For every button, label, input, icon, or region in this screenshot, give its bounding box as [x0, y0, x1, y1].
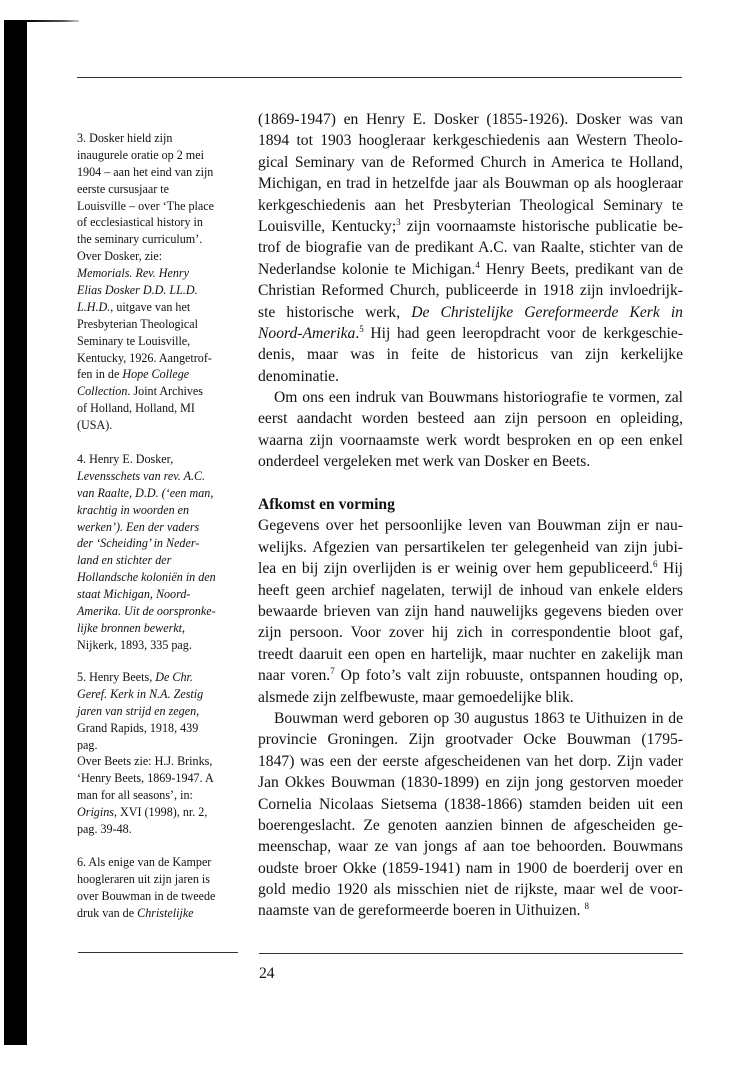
- page-number: 24: [259, 965, 275, 982]
- text-run: Hij: [657, 560, 683, 578]
- text-line: [258, 665, 683, 686]
- text-run: (USA).: [77, 418, 113, 433]
- text-run: pag. 39-48.: [77, 822, 132, 837]
- text-run: Henry Beets, predikant van de: [479, 260, 683, 278]
- italic-run: Levensschets van rev. A.C.: [77, 468, 206, 483]
- text-run: Nijkerk, 1893, 335 pag.: [77, 637, 192, 652]
- text-run: gical Seminary van de Reformed Church in America te Holland,: [258, 153, 683, 171]
- note-line: [77, 333, 247, 350]
- text-run: heeft geen archief nagelaten, terwijl de inhoud van enkele elders: [258, 581, 683, 599]
- note-line: [77, 569, 247, 586]
- text-run: fen in de: [77, 367, 123, 382]
- notes-footer-rule: [78, 952, 238, 953]
- italic-run: Geref. Kerk in N.A. Zestig: [77, 686, 204, 701]
- section-paragraphs: [258, 515, 683, 921]
- text-run: Grand Rapids, 1918, 439: [77, 720, 199, 735]
- text-line: [258, 687, 683, 708]
- text-line: [258, 794, 683, 815]
- text-run: kerkgeschiedenis aan het Presbyterian Theological Seminary te: [258, 196, 683, 214]
- paragraph: [258, 109, 683, 387]
- note-line: [77, 787, 247, 804]
- text-run: 1847) was een der eerste afgescheidenen van het dorp. Zijn vader: [258, 752, 683, 770]
- note-line: [77, 417, 247, 434]
- text-run: ‘Henry Beets, 1869-1947. A: [77, 771, 214, 786]
- note-line: [77, 854, 247, 871]
- text-line: [258, 109, 683, 130]
- text-run: naamste van de gereformeerde boeren in Uithuizen.: [258, 902, 585, 920]
- scan-edge-bar: [4, 20, 27, 1045]
- italic-run: land en stichter der: [77, 553, 172, 568]
- text-line: [258, 515, 683, 536]
- text-run: waarna zijn voornaamste werk wordt besproken en op een enkel: [258, 431, 683, 449]
- text-line: [258, 558, 683, 579]
- text-run: eerst aandacht worden besteed aan zijn persoon en opleiding,: [258, 410, 683, 428]
- text-line: [258, 772, 683, 793]
- text-line: [258, 622, 683, 643]
- text-run: eerste cursusjaar te: [77, 181, 169, 196]
- footnote-reference: 8: [584, 901, 589, 912]
- text-run: Bouwman werd geboren op 30 augustus 1863 te Uithuizen in de: [274, 709, 683, 727]
- note-line: [77, 164, 247, 181]
- footnote-reference: 4: [475, 259, 480, 270]
- text-line: [258, 858, 683, 879]
- note-line: [77, 888, 247, 905]
- note-line: [77, 147, 247, 164]
- text-line: [258, 195, 683, 216]
- text-run: over Bouwman in de tweede: [77, 888, 216, 903]
- italic-run: jaren van strijd en zegen,: [77, 703, 200, 718]
- text-line: [258, 173, 683, 194]
- text-run: Christian Reformed Church, publiceerde in 1918 zijn invloedrijk-: [258, 282, 683, 300]
- note-line: [77, 905, 247, 922]
- text-run: inaugurele oratie op 2 mei: [77, 147, 204, 162]
- text-run: zijn persoon. Voor zover hij zich in correspondentie bloot gaf,: [258, 624, 683, 642]
- text-line: [258, 729, 683, 750]
- text-run: (1869-1947) en Henry E. Dosker (1855-1926). Dosker was van: [258, 111, 683, 128]
- text-line: [258, 408, 683, 429]
- text-line: [258, 751, 683, 772]
- text-run: pag.: [77, 737, 98, 752]
- text-run: Seminary te Louisville,: [77, 333, 191, 348]
- text-run: 1904 – aan het eind van zijn: [77, 164, 214, 179]
- italic-run: Amerika. Uit de oorspronke-: [77, 604, 216, 619]
- text-line: [258, 644, 683, 665]
- note-line: [77, 703, 247, 720]
- text-run: Louisville, Kentucky;: [258, 217, 397, 235]
- italic-run: De Christelijke Gereformeerde Kerk in: [411, 303, 683, 321]
- note-line: [77, 637, 247, 654]
- text-line: [258, 344, 683, 365]
- text-line: [258, 366, 683, 387]
- text-run: man for all seasons’, in:: [77, 788, 193, 803]
- footnote-4: [77, 451, 247, 654]
- note-line: [77, 181, 247, 198]
- text-run: provincie Groningen. Zijn grootvader Ocke Bouwman (1795-: [258, 731, 683, 749]
- note-line: [77, 502, 247, 519]
- italic-run: van Raalte, D.D. (‘een man,: [77, 485, 214, 500]
- text-line: [258, 430, 683, 451]
- footnote-reference: 3: [396, 217, 401, 228]
- paragraph: [258, 708, 683, 922]
- note-line: [77, 753, 247, 770]
- note-line: [77, 720, 247, 737]
- text-run: 5. Henry Beets,: [77, 670, 156, 684]
- text-line: [258, 708, 683, 729]
- text-line: [258, 259, 683, 280]
- footnote-5: [77, 669, 247, 838]
- note-line: [77, 316, 247, 333]
- italic-run: Memorials. Rev. Henry: [77, 266, 189, 281]
- text-run: alsmede zijn zelfbewuste, maar gemoedelijke blik.: [258, 688, 574, 706]
- text-run: trof de biografie van de predikant A.C. van Raalte, stichter van de: [258, 239, 683, 257]
- paragraph: [258, 387, 683, 473]
- note-line: [77, 770, 247, 787]
- note-line: [77, 214, 247, 231]
- note-line: [77, 669, 247, 686]
- italic-run: Christelijke: [137, 905, 194, 920]
- italic-run: Collection: [77, 384, 128, 399]
- text-line: [258, 130, 683, 151]
- text-line: [258, 836, 683, 857]
- note-line: [77, 130, 247, 147]
- note-line: [77, 282, 247, 299]
- text-line: [258, 280, 683, 301]
- note-line: [77, 198, 247, 215]
- note-line: [77, 231, 247, 248]
- footnote-6: [77, 854, 247, 922]
- italic-run: lijke bronnen bewerkt,: [77, 620, 186, 635]
- note-line: [77, 821, 247, 838]
- text-run: Om ons een indruk van Bouwmans historiografie te vormen, zal: [274, 389, 683, 407]
- footnote-3: [77, 130, 247, 434]
- text-run: welijks. Afgezien van persartikelen ter gelegenheid van zijn jubi-: [258, 538, 683, 556]
- text-run: Gegevens over het persoonlijke leven van Bouwman zijn er nau-: [258, 517, 683, 535]
- italic-run: Elias Dosker D.D. LL.D.: [77, 283, 198, 298]
- italic-run: Noord-Amerika: [258, 324, 356, 342]
- text-run: .: [355, 324, 360, 342]
- text-run: meenschap, waar ze van jongs af aan toe behoorden. Bouwmans: [258, 838, 683, 856]
- text-run: Hij had geen leeropdracht voor de kerkgeschie-: [363, 324, 683, 342]
- paragraph: [258, 515, 683, 708]
- note-line: [77, 383, 247, 400]
- italic-run: der ‘Scheiding’ in Neder-: [77, 536, 200, 551]
- note-line: [77, 535, 247, 552]
- text-run: boerengeslacht. Ze genoten aanzien binnen de afgescheiden ge-: [258, 816, 683, 834]
- text-run: treedt daaruit een open en hartelijk, maar nuchter en zakelijk man: [258, 645, 683, 663]
- note-line: [77, 485, 247, 502]
- text-run: Nederlandse kolonie te Michigan.: [258, 260, 476, 278]
- text-run: Op foto’s valt zijn robuuste, ontspannen houding op,: [334, 667, 683, 685]
- italic-run: Origins: [77, 805, 114, 820]
- text-run: 4. Henry E. Dosker,: [77, 452, 174, 466]
- note-line: [77, 603, 247, 620]
- text-run: 1894 tot 1903 hoogleraar kerkgeschiedenis aan Western Theolo-: [258, 132, 683, 150]
- note-line: [77, 299, 247, 316]
- section-heading: Afkomst en vorming: [258, 496, 395, 514]
- text-run: . Joint Archives: [127, 384, 203, 399]
- text-run: denis, maar was in feite de historicus van zijn kerkelijke: [258, 346, 683, 364]
- text-line: [258, 815, 683, 836]
- note-line: [77, 451, 247, 468]
- text-run: Presbyterian Theological: [77, 316, 199, 331]
- text-run: , XVI (1998), nr. 2,: [113, 805, 208, 820]
- text-run: bewaarde brieven van zijn hand nauwelijks gegevens bieden over: [258, 602, 683, 620]
- text-run: zijn voornaamste historische publicatie be-: [400, 217, 683, 235]
- footnote-reference: 7: [330, 666, 335, 677]
- italic-run: Hope College: [122, 367, 190, 382]
- note-line: [77, 586, 247, 603]
- text-run: Over Dosker, zie:: [77, 249, 163, 264]
- text-run: Kentucky, 1926. Aangetrof-: [77, 350, 212, 365]
- italic-run: De Chr.: [155, 670, 193, 684]
- text-line: [258, 302, 683, 323]
- text-line: [258, 152, 683, 173]
- note-line: [77, 737, 247, 754]
- text-run: Jan Okkes Bouwman (1830-1899) en zijn jong gestorven moeder: [258, 774, 683, 792]
- text-run: 6. Als enige van de Kamper: [77, 855, 212, 869]
- note-line: [77, 366, 247, 383]
- note-line: [77, 804, 247, 821]
- text-line: [258, 601, 683, 622]
- text-line: [258, 237, 683, 258]
- text-run: Cornelia Nicolaas Sietsema (1838-1866) stamden beiden uit een: [258, 795, 683, 813]
- note-line: [77, 871, 247, 888]
- note-line: [77, 400, 247, 417]
- text-line: [258, 537, 683, 558]
- italic-run: Hollandsche koloniën in den: [77, 570, 216, 585]
- note-line: [77, 686, 247, 703]
- text-run: lea en bij zijn overlijden is er weinig over hem gepubliceerd.: [258, 560, 654, 578]
- text-run: onderdeel vergeleken met werk van Dosker en Beets.: [258, 453, 591, 471]
- text-run: Louisville – over ‘The place: [77, 198, 215, 213]
- text-line: [258, 323, 683, 344]
- note-line: [77, 265, 247, 282]
- text-run: oudste broer Okke (1859-1941) nam in 1900 de boerderij over en: [258, 859, 683, 877]
- text-line: [258, 216, 683, 237]
- note-line: [77, 248, 247, 265]
- text-line: [258, 900, 683, 921]
- note-line: [77, 519, 247, 536]
- note-line: [77, 552, 247, 569]
- main-text-column: [258, 109, 683, 922]
- text-line: [258, 580, 683, 601]
- text-run: naar voren.: [258, 667, 331, 685]
- footnote-reference: 5: [359, 324, 364, 335]
- text-run: of Holland, Holland, MI: [77, 401, 195, 416]
- text-run: 3. Dosker hield zijn: [77, 131, 173, 145]
- text-line: [258, 879, 683, 900]
- footnote-reference: 6: [653, 559, 658, 570]
- note-line: [77, 350, 247, 367]
- text-run: Over Beets zie: H.J. Brinks,: [77, 754, 213, 769]
- text-run: hoogleraren uit zijn jaren is: [77, 871, 210, 886]
- italic-run: L.H.D.: [77, 299, 111, 314]
- scan-edge-bar-tail: [27, 20, 79, 22]
- italic-run: krachtig in woorden en: [77, 502, 190, 517]
- text-run: of ecclesiastical history in: [77, 215, 203, 230]
- footer-rule: [259, 953, 683, 954]
- note-line: [77, 468, 247, 485]
- text-run: denominatie.: [258, 367, 339, 385]
- text-run: ste historische werk,: [258, 303, 412, 321]
- header-rule: [77, 77, 682, 78]
- text-run: gold medio 1920 als misschien niet de rijkste, maar wel de voor-: [258, 881, 683, 899]
- text-line: [258, 451, 683, 472]
- text-line: [258, 387, 683, 408]
- text-run: the seminary curriculum’.: [77, 232, 203, 247]
- italic-run: werken’). Een der vaders: [77, 519, 200, 534]
- intro-paragraphs: [258, 109, 683, 473]
- text-run: Michigan, en trad in hetzelfde jaar als Bouwman op als hoogleraar: [258, 175, 683, 193]
- text-run: , uitgave van het: [110, 299, 191, 314]
- italic-run: staat Michigan, Noord-: [77, 587, 191, 602]
- text-run: druk van de: [77, 905, 138, 920]
- note-line: [77, 620, 247, 637]
